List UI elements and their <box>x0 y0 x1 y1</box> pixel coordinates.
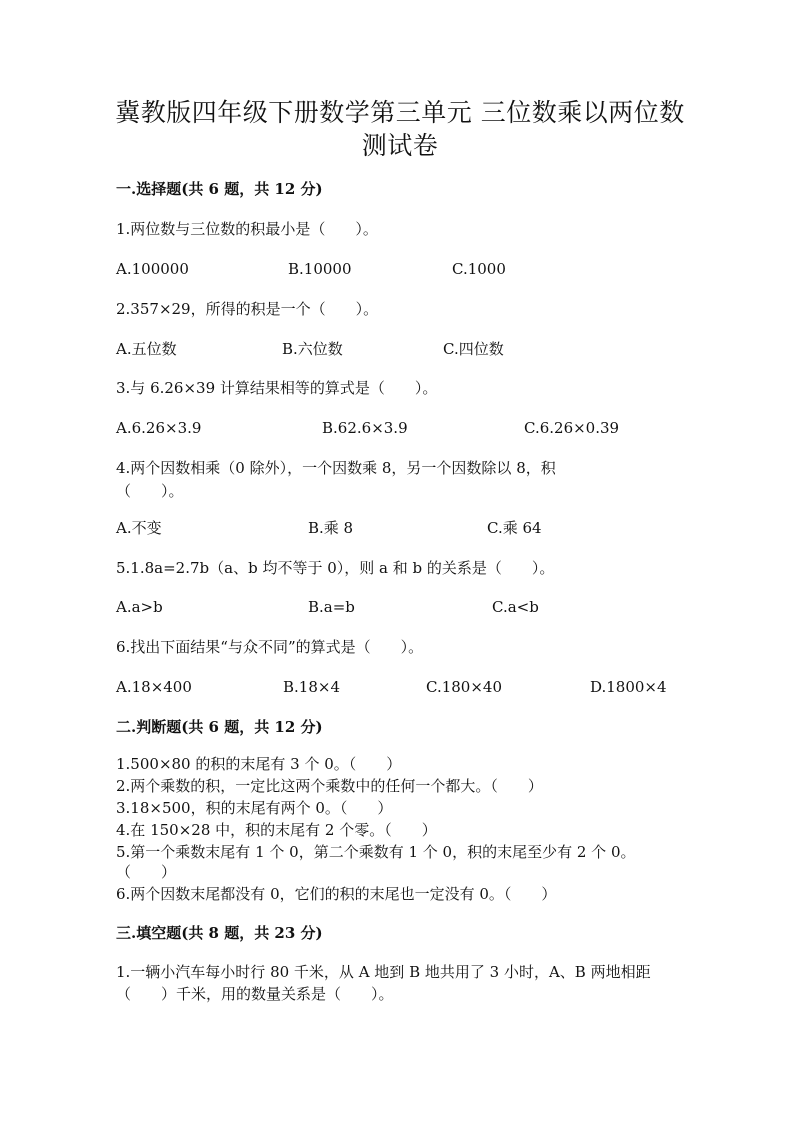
judgement-item-5-continued: （ ） <box>116 863 177 881</box>
fill-question-1: 1.一辆小汽车每小时行 80 千米，从 A 地到 B 地共用了 3 小时，A、B 两地相距 <box>116 963 651 981</box>
option-c: C.1000 <box>452 260 506 278</box>
option-b: B.18×4 <box>283 678 340 696</box>
option-a: A.a>b <box>116 598 163 616</box>
page-title: 冀教版四年级下册数学第三单元 三位数乘以两位数 <box>115 98 685 127</box>
option-c: C.四位数 <box>443 340 504 358</box>
question-4: 4.两个因数相乘（0 除外），一个因数乘 8，另一个因数除以 8，积 <box>116 459 556 477</box>
option-c: C.180×40 <box>426 678 502 696</box>
question-2: 2.357×29，所得的积是一个（ ）。 <box>116 300 379 318</box>
option-a: A.18×400 <box>116 678 192 696</box>
option-a: A.100000 <box>116 260 189 278</box>
section-heading-judgement: 二.判断题(共 6 题，共 12 分) <box>116 718 323 736</box>
option-a: A.不变 <box>116 519 162 537</box>
option-d: D.1800×4 <box>590 678 667 696</box>
option-a: A.6.26×3.9 <box>116 419 202 437</box>
option-b: B.62.6×3.9 <box>322 419 408 437</box>
question-6: 6.找出下面结果“与众不同”的算式是（ ）。 <box>116 638 424 656</box>
option-c: C.a<b <box>492 598 539 616</box>
judgement-item-6: 6.两个因数末尾都没有 0，它们的积的末尾也一定没有 0。（ ） <box>116 885 557 903</box>
option-a: A.五位数 <box>116 340 177 358</box>
question-3: 3.与 6.26×39 计算结果相等的算式是（ ）。 <box>116 379 438 397</box>
judgement-item-4: 4.在 150×28 中，积的末尾有 2 个零。（ ） <box>116 821 437 839</box>
option-c: C.6.26×0.39 <box>524 419 620 437</box>
judgement-item-2: 2.两个乘数的积，一定比这两个乘数中的任何一个都大。（ ） <box>116 777 543 795</box>
option-c: C.乘 64 <box>487 519 542 537</box>
option-b: B.a=b <box>308 598 355 616</box>
section-heading-choice: 一.选择题(共 6 题，共 12 分) <box>116 180 323 198</box>
judgement-item-3: 3.18×500，积的末尾有两个 0。（ ） <box>116 799 393 817</box>
page-title-continued: 测试卷 <box>361 131 439 160</box>
question-1: 1.两位数与三位数的积最小是（ ）。 <box>116 220 378 238</box>
judgement-item-5: 5.第一个乘数末尾有 1 个 0，第二个乘数有 1 个 0，积的末尾至少有 2 个 0。 <box>116 843 636 861</box>
option-b: B.10000 <box>288 260 352 278</box>
judgement-item-1: 1.500×80 的积的末尾有 3 个 0。（ ） <box>116 755 402 773</box>
fill-question-1-continued: （ ）千米，用的数量关系是（ ）。 <box>116 985 394 1003</box>
option-b: B.乘 8 <box>308 519 354 537</box>
question-5: 5.1.8a=2.7b（a、b 均不等于 0），则 a 和 b 的关系是（ ）。 <box>116 559 555 577</box>
question-4-continued: （ ）。 <box>116 482 184 500</box>
section-heading-fill-blank: 三.填空题(共 8 题，共 23 分) <box>116 924 323 942</box>
option-b: B.六位数 <box>282 340 343 358</box>
